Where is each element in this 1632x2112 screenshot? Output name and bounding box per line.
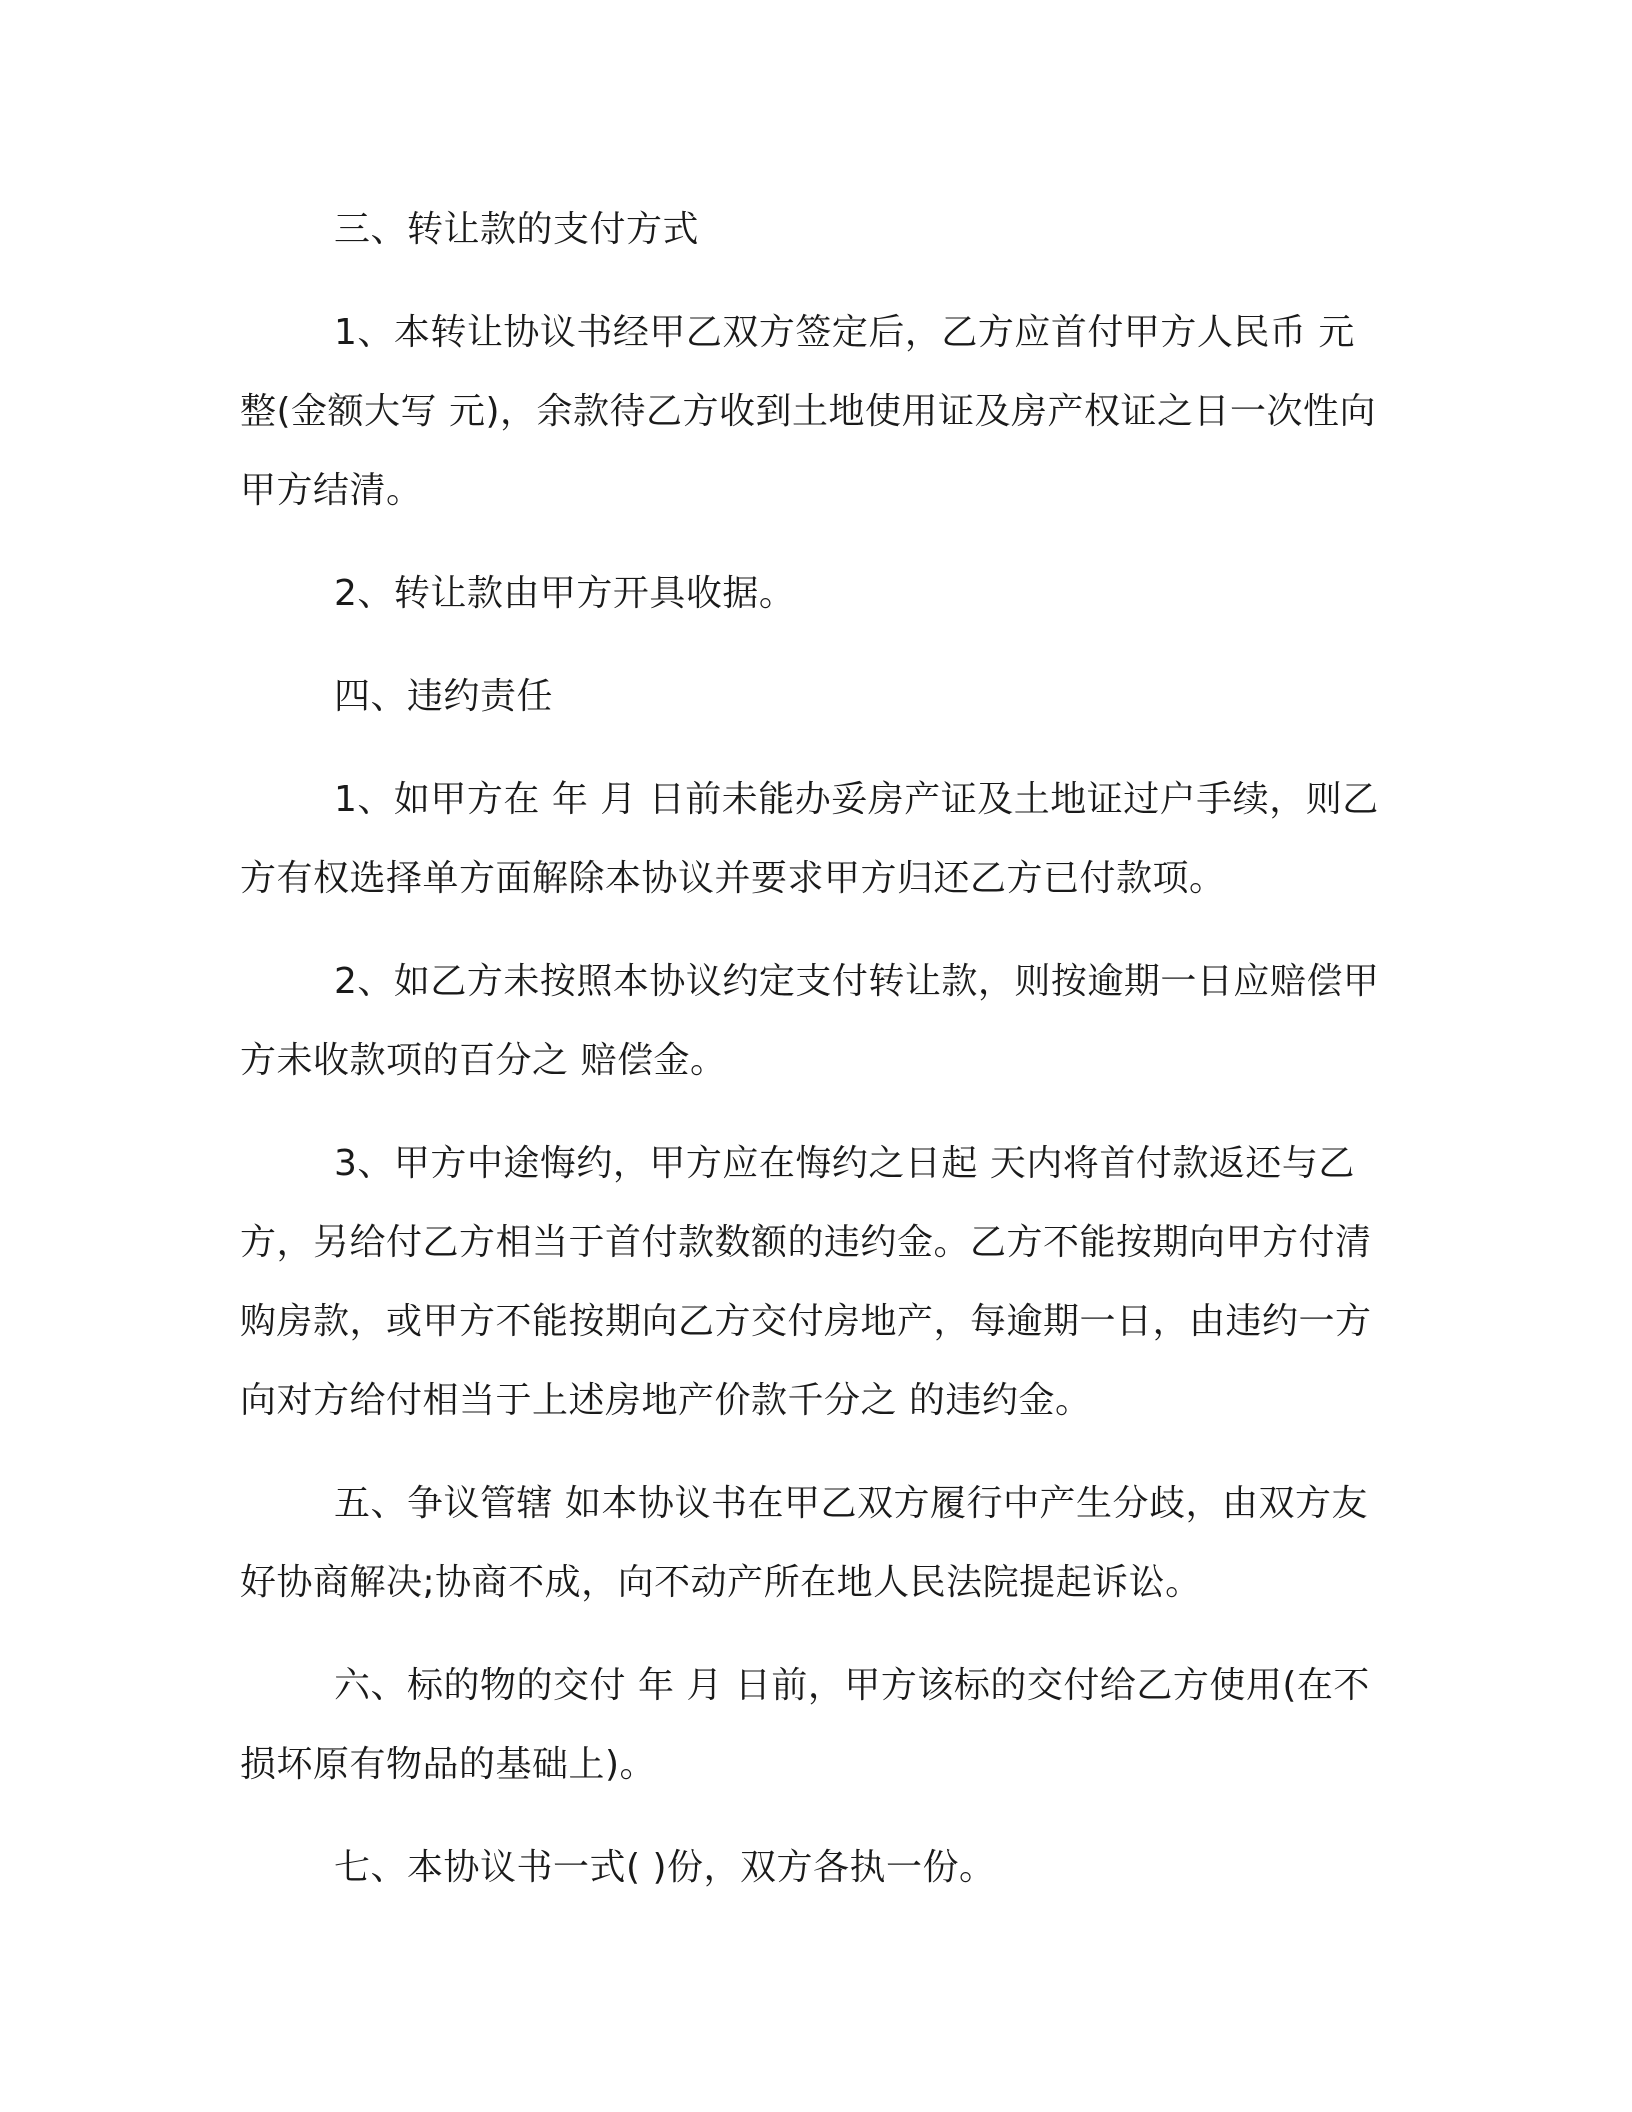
breach-clause-2: 2、如乙方未按照本协议约定支付转让款，则按逾期一日应赔偿甲方未收款项的百分之 赔偿金。 <box>240 961 1380 1081</box>
breach-clause-1: 1、如甲方在 年 月 日前未能办妥房产证及土地证过户手续，则乙方有权选择单方面解除本协议并要求甲方归还乙方已付款项。 <box>240 779 1379 899</box>
payment-clause-1: 1、本转让协议书经甲乙双方签定后，乙方应首付甲方人民币 元整(金额大写 元)，余款待乙方收到土地使用证及房产权证之日一次性向甲方结清。 <box>240 312 1377 511</box>
section-heading-breach-liability: 四、违约责任 <box>334 676 554 717</box>
delivery-clause: 六、标的物的交付 年 月 日前，甲方该标的交付给乙方使用(在不损坏原有物品的基础上)。 <box>240 1665 1370 1785</box>
copies-clause: 七、本协议书一式( )份，双方各执一份。 <box>334 1847 996 1888</box>
document-body <box>240 190 1390 1931</box>
breach-clause-3: 3、甲方中途悔约，甲方应在悔约之日起 天内将首付款返还与乙方，另给付乙方相当于首付款数额的违约金。乙方不能按期向甲方付清购房款，或甲方不能按期向乙方交付房地产，每逾期一日，由违约一方向对方给付相当于上述房地产价款千分之 的违约金。 <box>240 1143 1372 1421</box>
section-heading-payment-method: 三、转让款的支付方式 <box>334 209 700 250</box>
dispute-jurisdiction-clause: 五、争议管辖 如本协议书在甲乙双方履行中产生分歧，由双方友好协商解决;协商不成，向不动产所在地人民法院提起诉讼。 <box>240 1483 1368 1603</box>
payment-clause-2: 2、转让款由甲方开具收据。 <box>334 573 796 614</box>
